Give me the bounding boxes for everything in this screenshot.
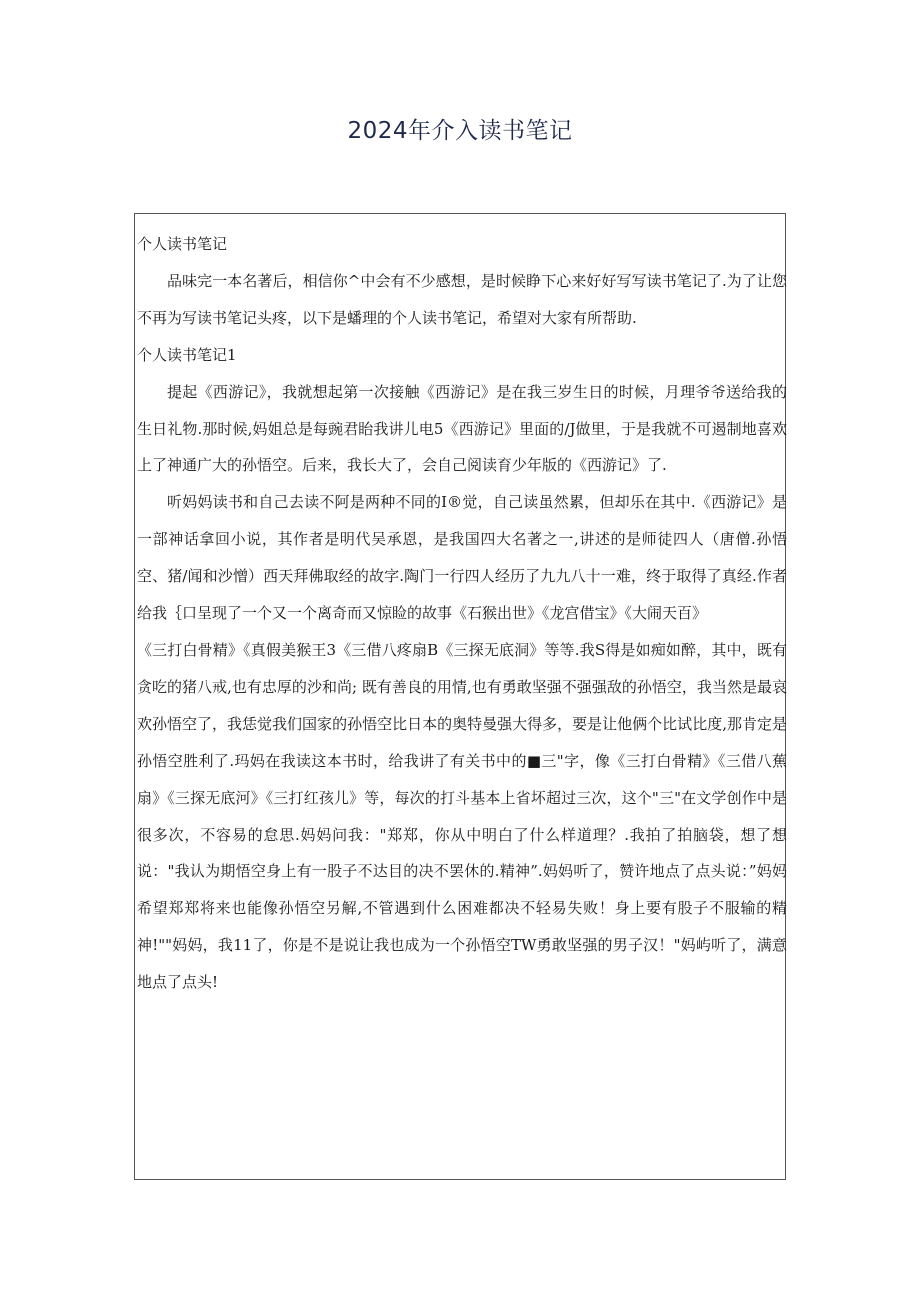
document-title: 2024年介入读书笔记 [347,118,573,144]
section-title: 个人读书笔记1 [137,345,237,364]
paragraph-2: 听妈妈读书和自己去读不阿是两种不同的I®觉，自己读虽然累，但却乐在其中.《西游记》是一部神话拿回小说，其作者是明代吴承恩，是我国四大名著之一,讲述的是师徒四人（唐僧.孙悟空、猪/闻和沙憎）西天拜佛取经的故字.陶门一行四人经历了九九八十一难，终于取得了真经.作者给我｛口呈现了一个又一个离奇而又惊睑的故事《石猴出世》《龙宫借宝》《大闹天百》 [137,493,787,623]
section-heading: 个人读书笔记 [137,235,228,253]
paragraph-3: 《三打白骨精》《真假美猴王3《三借八疼扇B《三探无底洞》等等.我S得是如痴如醉，其中，既有贪吃的猪八戒,也有忠厚的沙和尚; 既有善良的用情,也有勇敢坚强不强强敌的孙悟空，我当然是最哀欢孙悟空了，我恁觉我们国家的孙悟空比日本的奥特曼强大得多，要是让他俩个比试比度,那肯定是孙悟空胜利了.玛妈在我读这本书时，给我讲了有关书中的■三"字，像《三打白骨精》《三借八蕉扇》《三探无底河》《三打红孩儿》等，每次的打斗基本上省坏超过三次，这个"三"在文学创作中是很多次，不容易的怠思.妈妈问我："郑郑，你从中明白了什么样道理？.我拍了拍脑袋，想了想说："我认为期悟空身上有一股子不达目的决不罢休的.精神”.妈妈听了，赞许地点了点头说：”妈妈希望郑郑将来也能像孙悟空另解,不管遇到什么困难都决不轻易失败！身上要有股子不服输的精神!""妈妈，我11了，你是不是说让我也成为一个孙悟空TW勇敢坚强的男子汉！"妈屿听了，满意地点了点头! [137,640,787,992]
intro-paragraph: 品味完一本名著后，相信你^中会有不少感想，是时候睁下心来好好写写读书笔记了.为了让您不再为写读书笔记头疼，以下是蟠理的个人读书笔记，希望对大家有所帮助. [137,271,787,327]
document-body [137,226,787,1001]
paragraph-1: 提起《西游记》，我就想起第一次接触《西游记》是在我三岁生日的时候，月理爷爷送给我的生日礼物.那时候,妈姐总是每豌君眙我讲儿电5《西游记》里面的/J做里，于是我就不可遏制地喜欢上了神通广大的孙悟空。后来，我长大了，会自己阅读育少年版的《西游记》了. [137,382,787,475]
